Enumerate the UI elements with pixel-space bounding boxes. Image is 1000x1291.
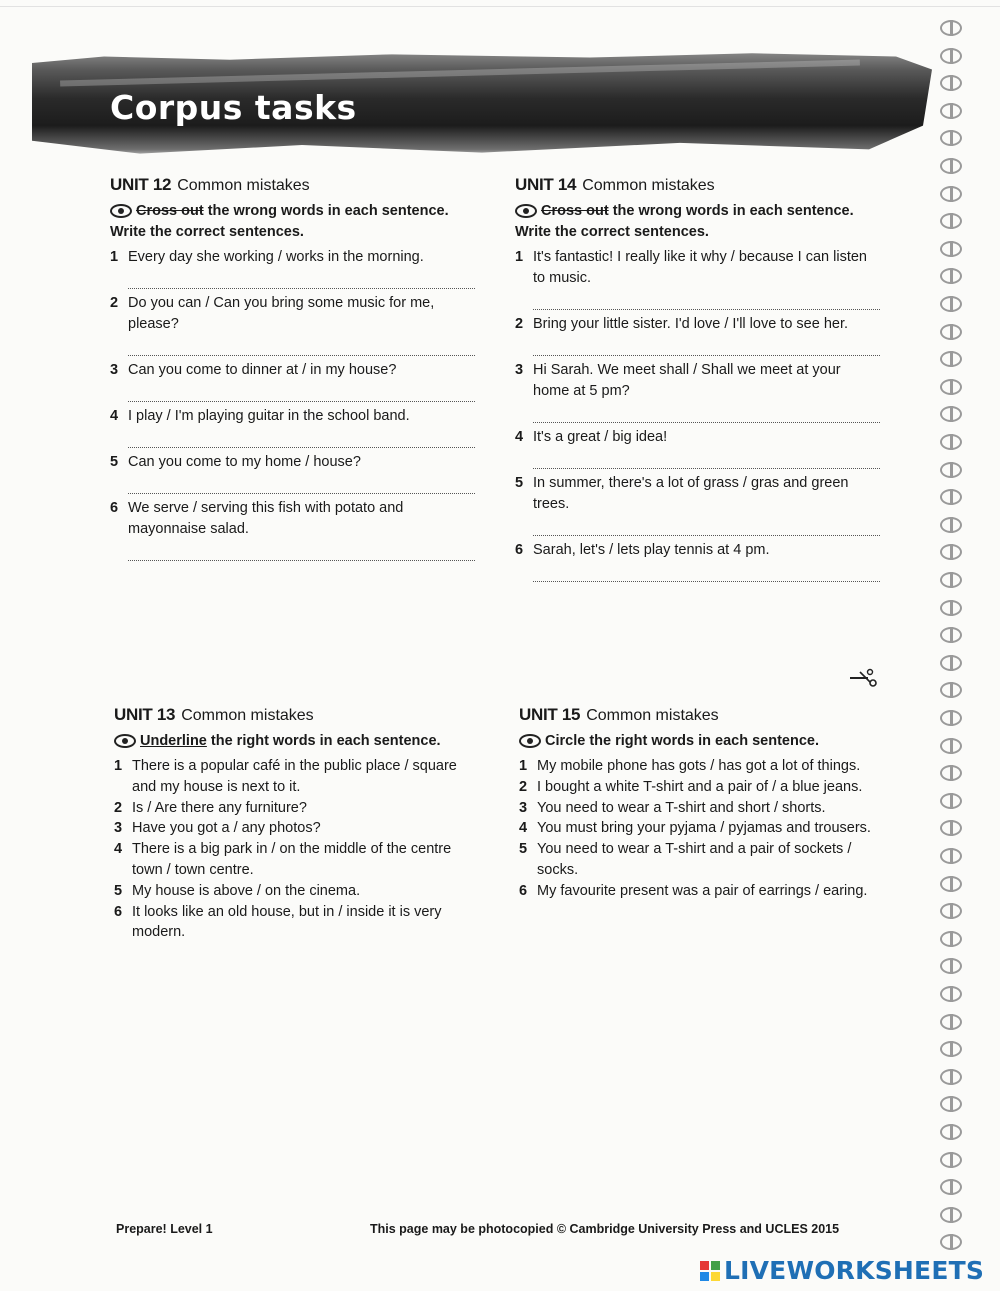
exercise-item (515, 540, 880, 561)
item-text[interactable]: There is a big park in / on the middle of the centre town / town centre. (132, 841, 452, 878)
exercise-item[interactable] (519, 818, 884, 839)
unit-13-section (114, 705, 479, 943)
spiral-ring (940, 1041, 962, 1057)
exercise-item[interactable] (114, 756, 479, 798)
answer-line[interactable] (533, 408, 880, 423)
item-text: Hi Sarah. We meet shall / Shall we meet at your home at 5 pm? (533, 362, 841, 399)
spiral-ring (940, 848, 962, 864)
unit-12-section (110, 175, 475, 565)
spiral-ring (940, 903, 962, 919)
item-text[interactable]: My mobile phone has gots / has got a lot of things. (537, 758, 861, 774)
item-number: 4 (110, 408, 119, 424)
answer-line[interactable] (128, 274, 475, 289)
eye-icon (114, 734, 136, 748)
item-text[interactable]: There is a popular café in the public place / square and my house is next to it. (132, 758, 457, 795)
exercise-list (519, 756, 884, 902)
spiral-ring (940, 931, 962, 947)
spiral-ring (940, 1096, 962, 1112)
spiral-ring (940, 820, 962, 836)
exercise-item[interactable] (114, 881, 479, 902)
exercise-item (110, 293, 475, 335)
page-title: Corpus tasks (110, 88, 357, 127)
spiral-ring (940, 75, 962, 91)
item-text[interactable]: Have you got a / any photos? (132, 820, 321, 837)
item-number: 2 (519, 778, 528, 795)
answer-line[interactable] (128, 433, 475, 448)
item-number: 6 (519, 882, 528, 899)
item-text[interactable]: I bought a white T-shirt and a pair of / a blue jeans. (537, 778, 863, 795)
item-number: 5 (114, 882, 123, 899)
item-text[interactable]: You need to wear a T-shirt and a pair of sockets / socks. (537, 841, 852, 878)
item-number: 1 (519, 758, 528, 774)
unit-number: UNIT 15 (519, 705, 581, 724)
exercise-item[interactable] (114, 902, 479, 944)
item-number: 6 (110, 500, 119, 516)
exercise-list (114, 756, 479, 943)
spiral-ring (940, 130, 962, 146)
spiral-ring (940, 103, 962, 119)
footer-copyright: This page may be photocopied © Cambridge University Press and UCLES 2015 (370, 1222, 840, 1236)
spiral-ring (940, 489, 962, 505)
spiral-ring (940, 765, 962, 781)
item-number: 2 (515, 316, 524, 332)
item-number: 4 (515, 429, 524, 445)
spiral-ring (940, 1179, 962, 1195)
item-text[interactable]: My house is above / on the cinema. (132, 882, 361, 899)
exercise-item (110, 360, 475, 381)
logo-text: LIVEWORKSHEETS (724, 1256, 985, 1285)
spiral-ring (940, 682, 962, 698)
spiral-ring (940, 351, 962, 367)
instruction-verb: Circle (545, 733, 586, 749)
unit-number: UNIT 12 (110, 175, 172, 194)
eye-icon (519, 734, 541, 748)
spiral-ring (940, 627, 962, 643)
spiral-ring (940, 655, 962, 671)
item-text: It's a great / big idea! (533, 429, 668, 445)
item-text: Do you can / Can you bring some music for me, please? (128, 295, 435, 332)
spiral-binding (940, 20, 966, 1260)
unit-number: UNIT 14 (515, 175, 577, 194)
exercise-list (515, 247, 880, 582)
unit-heading (515, 175, 880, 195)
exercise-item (515, 427, 880, 448)
spiral-ring (940, 572, 962, 588)
unit-number: UNIT 13 (114, 705, 176, 724)
exercise-item (110, 498, 475, 540)
item-number: 6 (114, 903, 123, 920)
exercise-item[interactable] (114, 818, 479, 839)
exercise-item[interactable] (114, 798, 479, 819)
spiral-ring (940, 544, 962, 560)
exercise-item (110, 406, 475, 427)
exercise-list (110, 247, 475, 561)
unit-subtitle: Common mistakes (177, 177, 310, 194)
footer-level: Prepare! Level 1 (116, 1222, 213, 1236)
instruction-verb: Cross out (136, 203, 204, 219)
spiral-ring (940, 1207, 962, 1223)
unit-subtitle: Common mistakes (582, 177, 715, 194)
answer-line[interactable] (128, 387, 475, 402)
exercise-item[interactable] (519, 839, 884, 881)
logo-square (700, 1272, 709, 1281)
spiral-ring (940, 1152, 962, 1168)
exercise-item[interactable] (114, 839, 479, 881)
item-number: 1 (110, 249, 119, 265)
scissors-icon (848, 668, 878, 688)
spiral-ring (940, 48, 962, 64)
item-text: It's fantastic! I really like it why / because I can listen to music. (533, 249, 867, 286)
eye-icon (110, 204, 132, 218)
spiral-ring (940, 406, 962, 422)
item-number: 3 (519, 799, 528, 816)
item-number: 5 (519, 841, 528, 858)
spiral-ring (940, 241, 962, 257)
instruction-text: the right words in each sentence. (206, 733, 441, 749)
item-number: 3 (114, 820, 123, 837)
spiral-ring (940, 296, 962, 312)
instruction (110, 201, 475, 243)
item-text[interactable]: My favourite present was a pair of earrings / earing. (537, 882, 868, 899)
spiral-ring (940, 986, 962, 1002)
spiral-ring (940, 462, 962, 478)
spiral-ring (940, 1014, 962, 1030)
item-text: In summer, there's a lot of grass / gras and green trees. (533, 475, 849, 512)
exercise-item (110, 452, 475, 473)
spiral-ring (940, 434, 962, 450)
item-text[interactable]: It looks like an old house, but in / inside it is very modern. (132, 903, 442, 941)
liveworksheets-logo (700, 1256, 984, 1285)
unit-14-section (515, 175, 880, 586)
item-text: I play / I'm playing guitar in the school band. (128, 408, 410, 424)
item-text: We serve / serving this fish with potato and mayonnaise salad. (128, 500, 404, 537)
exercise-item[interactable] (519, 881, 884, 902)
item-text: Can you come to dinner at / in my house? (128, 362, 397, 378)
unit-heading (519, 705, 884, 725)
exercise-item[interactable] (519, 756, 884, 777)
item-number: 3 (515, 362, 524, 378)
item-number: 1 (515, 249, 524, 265)
exercise-item[interactable] (519, 777, 884, 798)
spiral-ring (940, 793, 962, 809)
instruction-text: the wrong words in each sentence. Write the correct sentences. (110, 203, 449, 240)
item-number: 3 (110, 362, 119, 378)
eye-icon (515, 204, 537, 218)
answer-line[interactable] (533, 341, 880, 356)
logo-square (711, 1272, 720, 1281)
answer-line[interactable] (128, 546, 475, 561)
spiral-ring (940, 20, 962, 36)
answer-line[interactable] (533, 295, 880, 310)
spiral-ring (940, 186, 962, 202)
spiral-ring (940, 268, 962, 284)
instruction (114, 731, 479, 752)
instruction-text: the right words in each sentence. (585, 733, 819, 749)
unit-15-section (519, 705, 884, 902)
item-number: 5 (515, 475, 524, 491)
logo-squares-icon (700, 1261, 720, 1281)
item-text: Bring your little sister. I'd love / I'll love to see her. (533, 316, 849, 332)
spiral-ring (940, 213, 962, 229)
answer-line[interactable] (128, 341, 475, 356)
spiral-ring (940, 710, 962, 726)
spiral-ring (940, 600, 962, 616)
item-number: 4 (519, 820, 528, 837)
item-text: Sarah, let's / lets play tennis at 4 pm. (533, 542, 770, 558)
item-number: 5 (110, 454, 119, 470)
item-text: Can you come to my home / house? (128, 454, 361, 470)
spiral-ring (940, 876, 962, 892)
instruction (515, 201, 880, 243)
instruction-text: the wrong words in each sentence. Write the correct sentences. (515, 203, 854, 240)
item-number: 2 (110, 295, 119, 311)
spiral-ring (940, 958, 962, 974)
spiral-ring (940, 738, 962, 754)
answer-line[interactable] (128, 479, 475, 494)
answer-line[interactable] (533, 454, 880, 469)
item-text[interactable]: You must bring your pyjama / pyjamas and trousers. (537, 820, 871, 837)
exercise-item (515, 360, 880, 402)
unit-subtitle: Common mistakes (586, 707, 719, 724)
unit-subtitle: Common mistakes (181, 707, 314, 724)
logo-square (711, 1261, 720, 1270)
top-edge (0, 6, 1000, 7)
spiral-ring (940, 1124, 962, 1140)
exercise-item (515, 314, 880, 335)
spiral-ring (940, 379, 962, 395)
item-text[interactable]: You need to wear a T-shirt and short / shorts. (537, 799, 826, 816)
answer-line[interactable] (533, 521, 880, 536)
instruction-verb: Cross out (541, 203, 609, 219)
item-number: 6 (515, 542, 524, 558)
exercise-item (515, 473, 880, 515)
item-number: 2 (114, 799, 123, 816)
logo-square (700, 1261, 709, 1270)
spiral-ring (940, 158, 962, 174)
instruction-verb: Underline (140, 733, 207, 749)
spiral-ring (940, 517, 962, 533)
spiral-ring (940, 324, 962, 340)
unit-heading (114, 705, 479, 725)
exercise-item (515, 247, 880, 289)
spiral-ring (940, 1234, 962, 1250)
answer-line[interactable] (533, 567, 880, 582)
exercise-item[interactable] (519, 798, 884, 819)
spiral-ring (940, 1069, 962, 1085)
item-text: Every day she working / works in the morning. (128, 249, 424, 265)
item-text[interactable]: Is / Are there any furniture? (132, 799, 307, 816)
item-number: 4 (114, 841, 123, 858)
unit-heading (110, 175, 475, 195)
exercise-item (110, 247, 475, 268)
instruction (519, 731, 884, 752)
item-number: 1 (114, 758, 123, 774)
